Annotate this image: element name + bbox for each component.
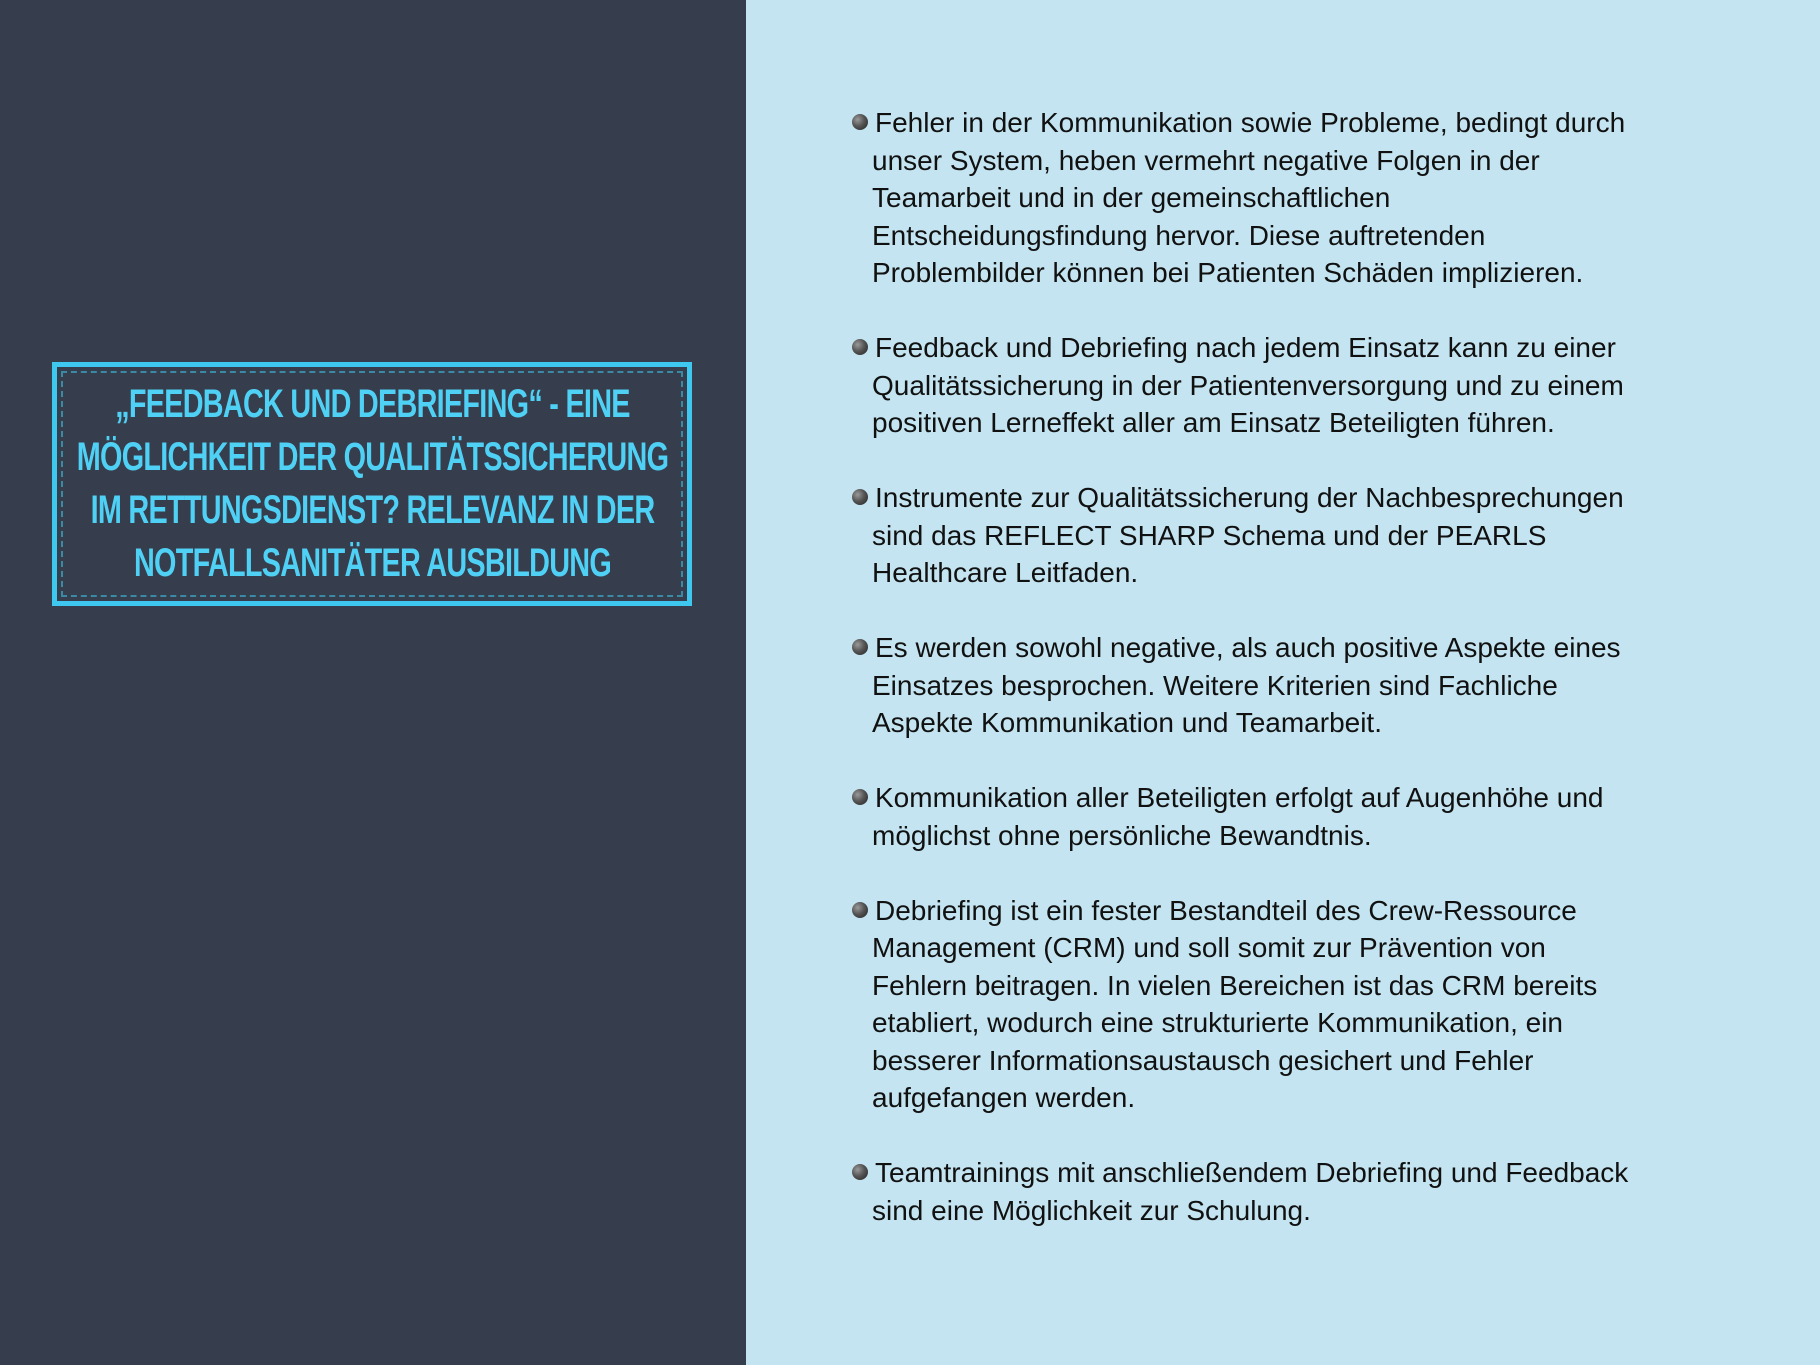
bullet-text-line: etabliert, wodurch eine strukturierte Kommunikation, ein bbox=[872, 1007, 1564, 1038]
right-content-panel bbox=[746, 0, 1820, 1365]
bullet-text-line: Fehler in der Kommunikation sowie Probleme, bedingt durch bbox=[875, 107, 1626, 138]
list-item bbox=[852, 892, 1752, 1117]
bullet-text-line: Teamarbeit und in der gemeinschaftlichen bbox=[872, 182, 1391, 213]
bullet-text-line: Entscheidungsfindung hervor. Diese auftretenden bbox=[872, 219, 1486, 251]
list-item bbox=[852, 104, 1752, 292]
list-item bbox=[852, 479, 1752, 592]
bullet-text-line: möglichst ohne persönliche Bewandtnis. bbox=[872, 819, 1372, 851]
bullet-text-line: besserer Informationsaustausch gesichert und Fehler bbox=[872, 1044, 1534, 1076]
bullet-text-line: Teamtrainings mit anschließendem Debriefing und Feedback bbox=[875, 1157, 1629, 1188]
sphere-bullet-icon bbox=[852, 789, 868, 805]
title-line: NOTFALLSANITÄTER AUSBILDUNG bbox=[133, 541, 611, 585]
bullet-text-line: Management (CRM) und soll somit zur Prävention von bbox=[872, 932, 1546, 963]
bullet-text-line: Es werden sowohl negative, als auch positive Aspekte eines bbox=[875, 632, 1621, 663]
bullet-text-line: Fehlern beitragen. In vielen Bereichen ist das CRM bereits bbox=[872, 969, 1598, 1001]
bullet-text-line: unser System, heben vermehrt negative Folgen in der bbox=[872, 144, 1540, 176]
sphere-bullet-icon bbox=[852, 1164, 868, 1180]
list-item bbox=[852, 779, 1752, 854]
slide-title bbox=[68, 378, 676, 590]
bullet-text-line: Qualitätssicherung in der Patientenversorgung und zu einem bbox=[872, 369, 1624, 401]
sphere-bullet-icon bbox=[852, 114, 868, 130]
bullet-text-line: Debriefing ist ein fester Bestandteil des Crew-Ressource bbox=[875, 894, 1577, 926]
sphere-bullet-icon bbox=[852, 902, 868, 918]
bullet-text-line: Kommunikation aller Beteiligten erfolgt auf Augenhöhe und bbox=[875, 782, 1604, 813]
title-line: „FEEDBACK UND DEBRIEFING“ - EINE bbox=[114, 382, 630, 426]
bullet-text-line: Aspekte Kommunikation und Teamarbeit. bbox=[872, 707, 1382, 738]
sphere-bullet-icon bbox=[852, 339, 868, 355]
bullet-text-line: Healthcare Leitfaden. bbox=[872, 557, 1139, 588]
list-item bbox=[852, 1154, 1752, 1229]
bullet-text-line: aufgefangen werden. bbox=[872, 1082, 1136, 1113]
sphere-bullet-icon bbox=[852, 639, 868, 655]
bullet-text-line: Instrumente zur Qualitätssicherung der Nachbesprechungen bbox=[875, 482, 1624, 513]
bullet-text-line: Feedback und Debriefing nach jedem Einsatz kann zu einer bbox=[875, 332, 1616, 363]
title-frame bbox=[52, 362, 692, 606]
list-item bbox=[852, 329, 1752, 442]
bullet-text-line: positiven Lerneffekt aller am Einsatz Beteiligten führen. bbox=[872, 407, 1555, 438]
bullet-text-line: Einsatzes besprochen. Weitere Kriterien sind Fachliche bbox=[872, 669, 1558, 701]
bullet-list bbox=[852, 104, 1752, 1267]
sphere-bullet-icon bbox=[852, 489, 868, 505]
bullet-text-line: sind eine Möglichkeit zur Schulung. bbox=[872, 1194, 1311, 1226]
left-title-panel bbox=[0, 0, 746, 1365]
title-line: IM RETTUNGSDIENST? RELEVANZ IN DER bbox=[90, 488, 654, 532]
title-line: MÖGLICHKEIT DER QUALITÄTSSICHERUNG bbox=[76, 435, 668, 479]
bullet-text-line: sind das REFLECT SHARP Schema und der PEARLS bbox=[872, 519, 1547, 551]
list-item bbox=[852, 629, 1752, 742]
bullet-text-line: Problembilder können bei Patienten Schäden implizieren. bbox=[872, 257, 1584, 288]
